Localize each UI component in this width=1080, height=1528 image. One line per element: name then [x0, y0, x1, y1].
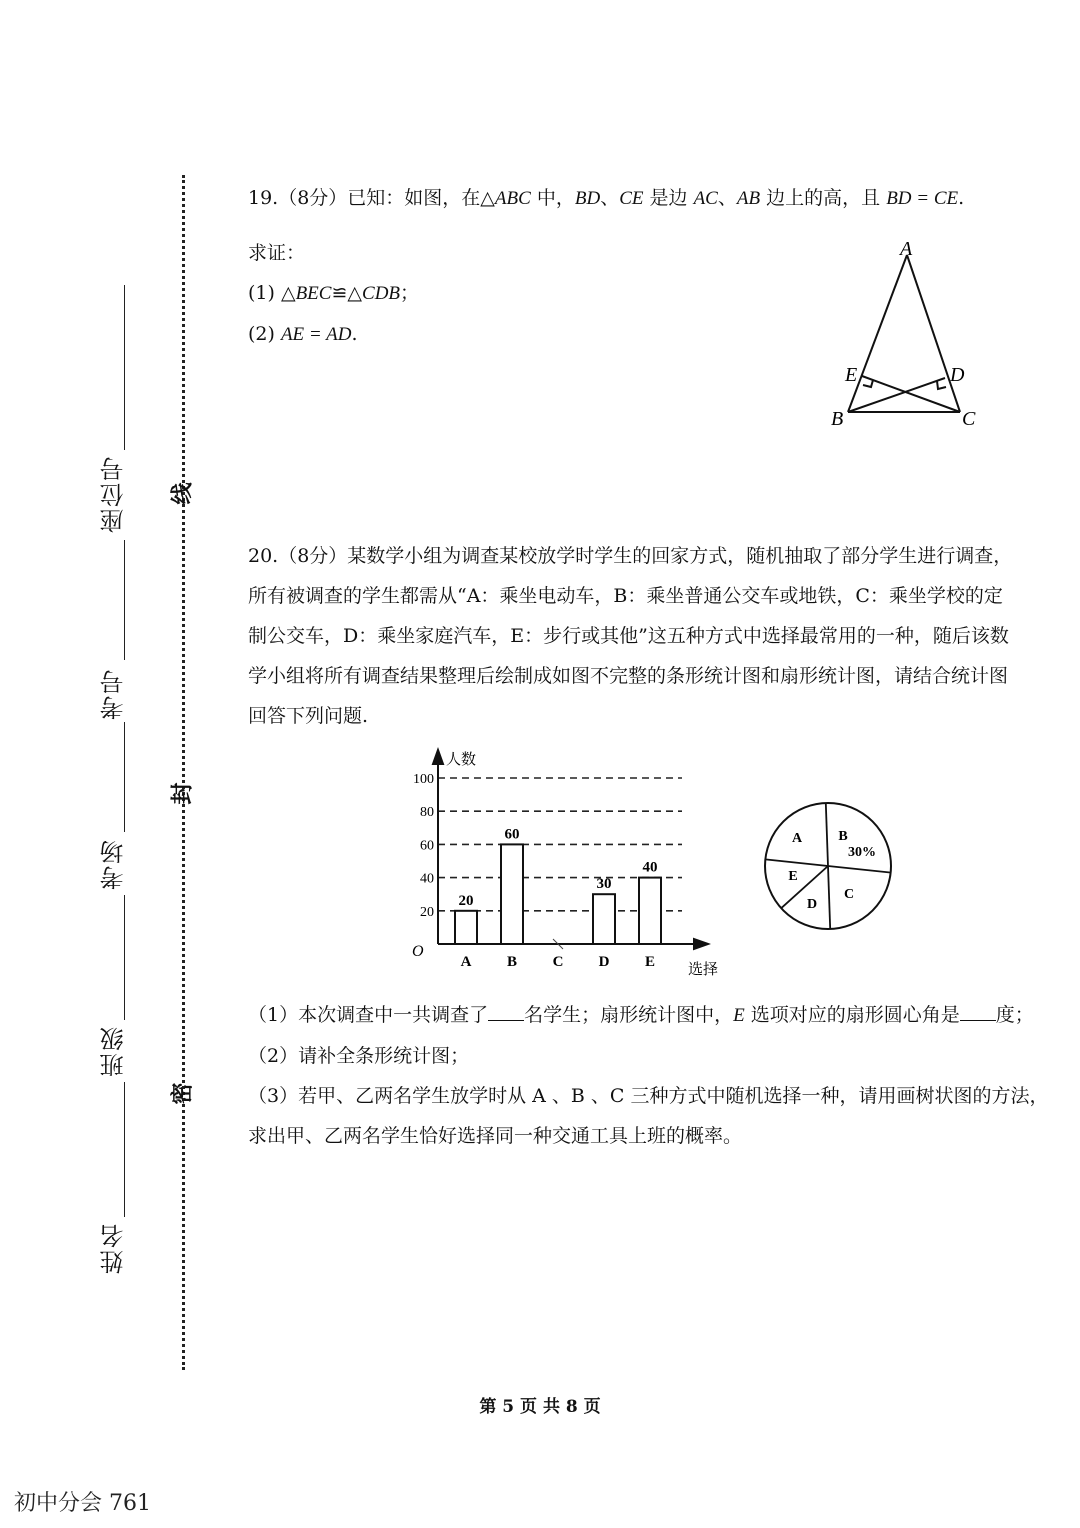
seal-mi: 密: [169, 1082, 196, 1105]
ytick-label: 60: [420, 838, 434, 854]
q19-part-1: (1) △BEC≌△CDB；: [248, 282, 420, 304]
q19-part-2: (2) AE = AD.: [248, 323, 358, 345]
bar-e: [639, 878, 661, 944]
bar-value-label-b: 60: [504, 826, 520, 843]
q20-line-5: 回答下列问题.: [248, 705, 369, 727]
seal-feng: 封: [169, 782, 196, 805]
bar-b: [501, 844, 523, 944]
ytick-label: 20: [420, 904, 434, 920]
xtick-label-e: E: [644, 954, 656, 970]
exam-no-line: [124, 722, 125, 832]
q20-sub-1: （1）本次调查中一共调查了 名学生；扇形统计图中，E 选项对应的扇形圆心角是 度；: [248, 1004, 1034, 1026]
q20-sub-3-line-2: 求出甲、乙两名学生恰好选择同一种交通工具上班的概率。: [248, 1125, 743, 1147]
ytick-label: 80: [420, 805, 434, 821]
vertex-b-label: B: [831, 408, 844, 430]
xtick-label-b: B: [506, 954, 518, 970]
xtick-label-c: C: [552, 954, 564, 970]
bar-chart-origin: O: [412, 943, 424, 960]
seat-label: 座位号: [100, 455, 128, 533]
seal-dotted-line: [182, 175, 185, 1370]
q19-prove-label: 求证：: [248, 242, 306, 264]
vertex-e-label: E: [845, 364, 858, 386]
pie-label-e: E: [788, 869, 798, 884]
pie-value-label-b: 30%: [848, 845, 876, 860]
bar-chart: [400, 742, 730, 982]
q20-sub-2: （2）请补全条形统计图；: [248, 1045, 470, 1067]
triangle-figure: [820, 235, 990, 435]
watermark: 初中分会 761: [14, 1491, 151, 1516]
q19-statement: 19.（8分）已知：如图，在△ABC 中，BD、CE 是边 AC、AB 边上的高，且 BD = CE.: [248, 187, 965, 209]
ytick-label: 40: [420, 871, 434, 887]
room-label: 考场: [100, 838, 128, 890]
answer-blank-total[interactable]: [488, 1002, 524, 1021]
bar-value-label-e: 40: [642, 859, 658, 876]
q20-line-3: 制公交车，D：乘坐家庭汽车，E：步行或其他”这五种方式中选择最常用的一种，随后该数: [248, 625, 1009, 647]
pie-label-c: C: [843, 887, 855, 902]
exam-no-label: 考号: [100, 668, 128, 720]
exam-no-line-top: [124, 540, 125, 660]
q20-subquestions: [248, 995, 1048, 1156]
q20-sub-3-line-1: （3）若甲、乙两名学生放学时从 A 、B 、C 三种方式中随机选择一种，请用画树状图的方法，: [248, 1085, 1049, 1107]
bar-chart-ylabel: 人数: [446, 752, 477, 768]
ytick-label: 100: [413, 772, 434, 787]
class-label: 班级: [100, 1025, 128, 1077]
answer-blank-angle[interactable]: [960, 1002, 996, 1021]
pie-label-d: D: [806, 897, 818, 912]
question-20: [248, 536, 1012, 736]
xtick-label-a: A: [460, 954, 472, 970]
name-label: 姓名: [100, 1222, 128, 1274]
pie-label-a: A: [791, 831, 803, 846]
q20-line-4: 学小组将所有调查结果整理后绘制成如图不完整的条形统计图和扇形统计图，请结合统计图: [248, 665, 1009, 687]
q20-line-2: 所有被调查的学生都需从“A：乘坐电动车，B：乘坐普通公交车或地铁，C：乘坐学校的定: [248, 585, 1003, 607]
q20-line-1: 20.（8分）某数学小组为调查某校放学时学生的回家方式，随机抽取了部分学生进行调查，: [248, 545, 1013, 567]
bar-value-label-d: 30: [596, 876, 612, 893]
pie-chart: [760, 798, 900, 938]
xtick-label-d: D: [598, 954, 610, 970]
bar-d: [593, 894, 615, 944]
room-line: [124, 895, 125, 1020]
vertex-a-label: A: [900, 238, 913, 260]
bar-a: [455, 911, 477, 944]
vertex-d-label: D: [950, 364, 965, 386]
seal-xian: 线: [169, 482, 196, 505]
class-line: [124, 1082, 125, 1217]
vertex-c-label: C: [962, 408, 976, 430]
seat-line: [124, 285, 125, 450]
bar-chart-xlabel: 选择: [688, 962, 719, 978]
pie-label-b: B: [838, 829, 848, 844]
page-footer: 第 5 页 共 8 页: [479, 1397, 601, 1417]
bar-value-label-a: 20: [458, 892, 474, 909]
